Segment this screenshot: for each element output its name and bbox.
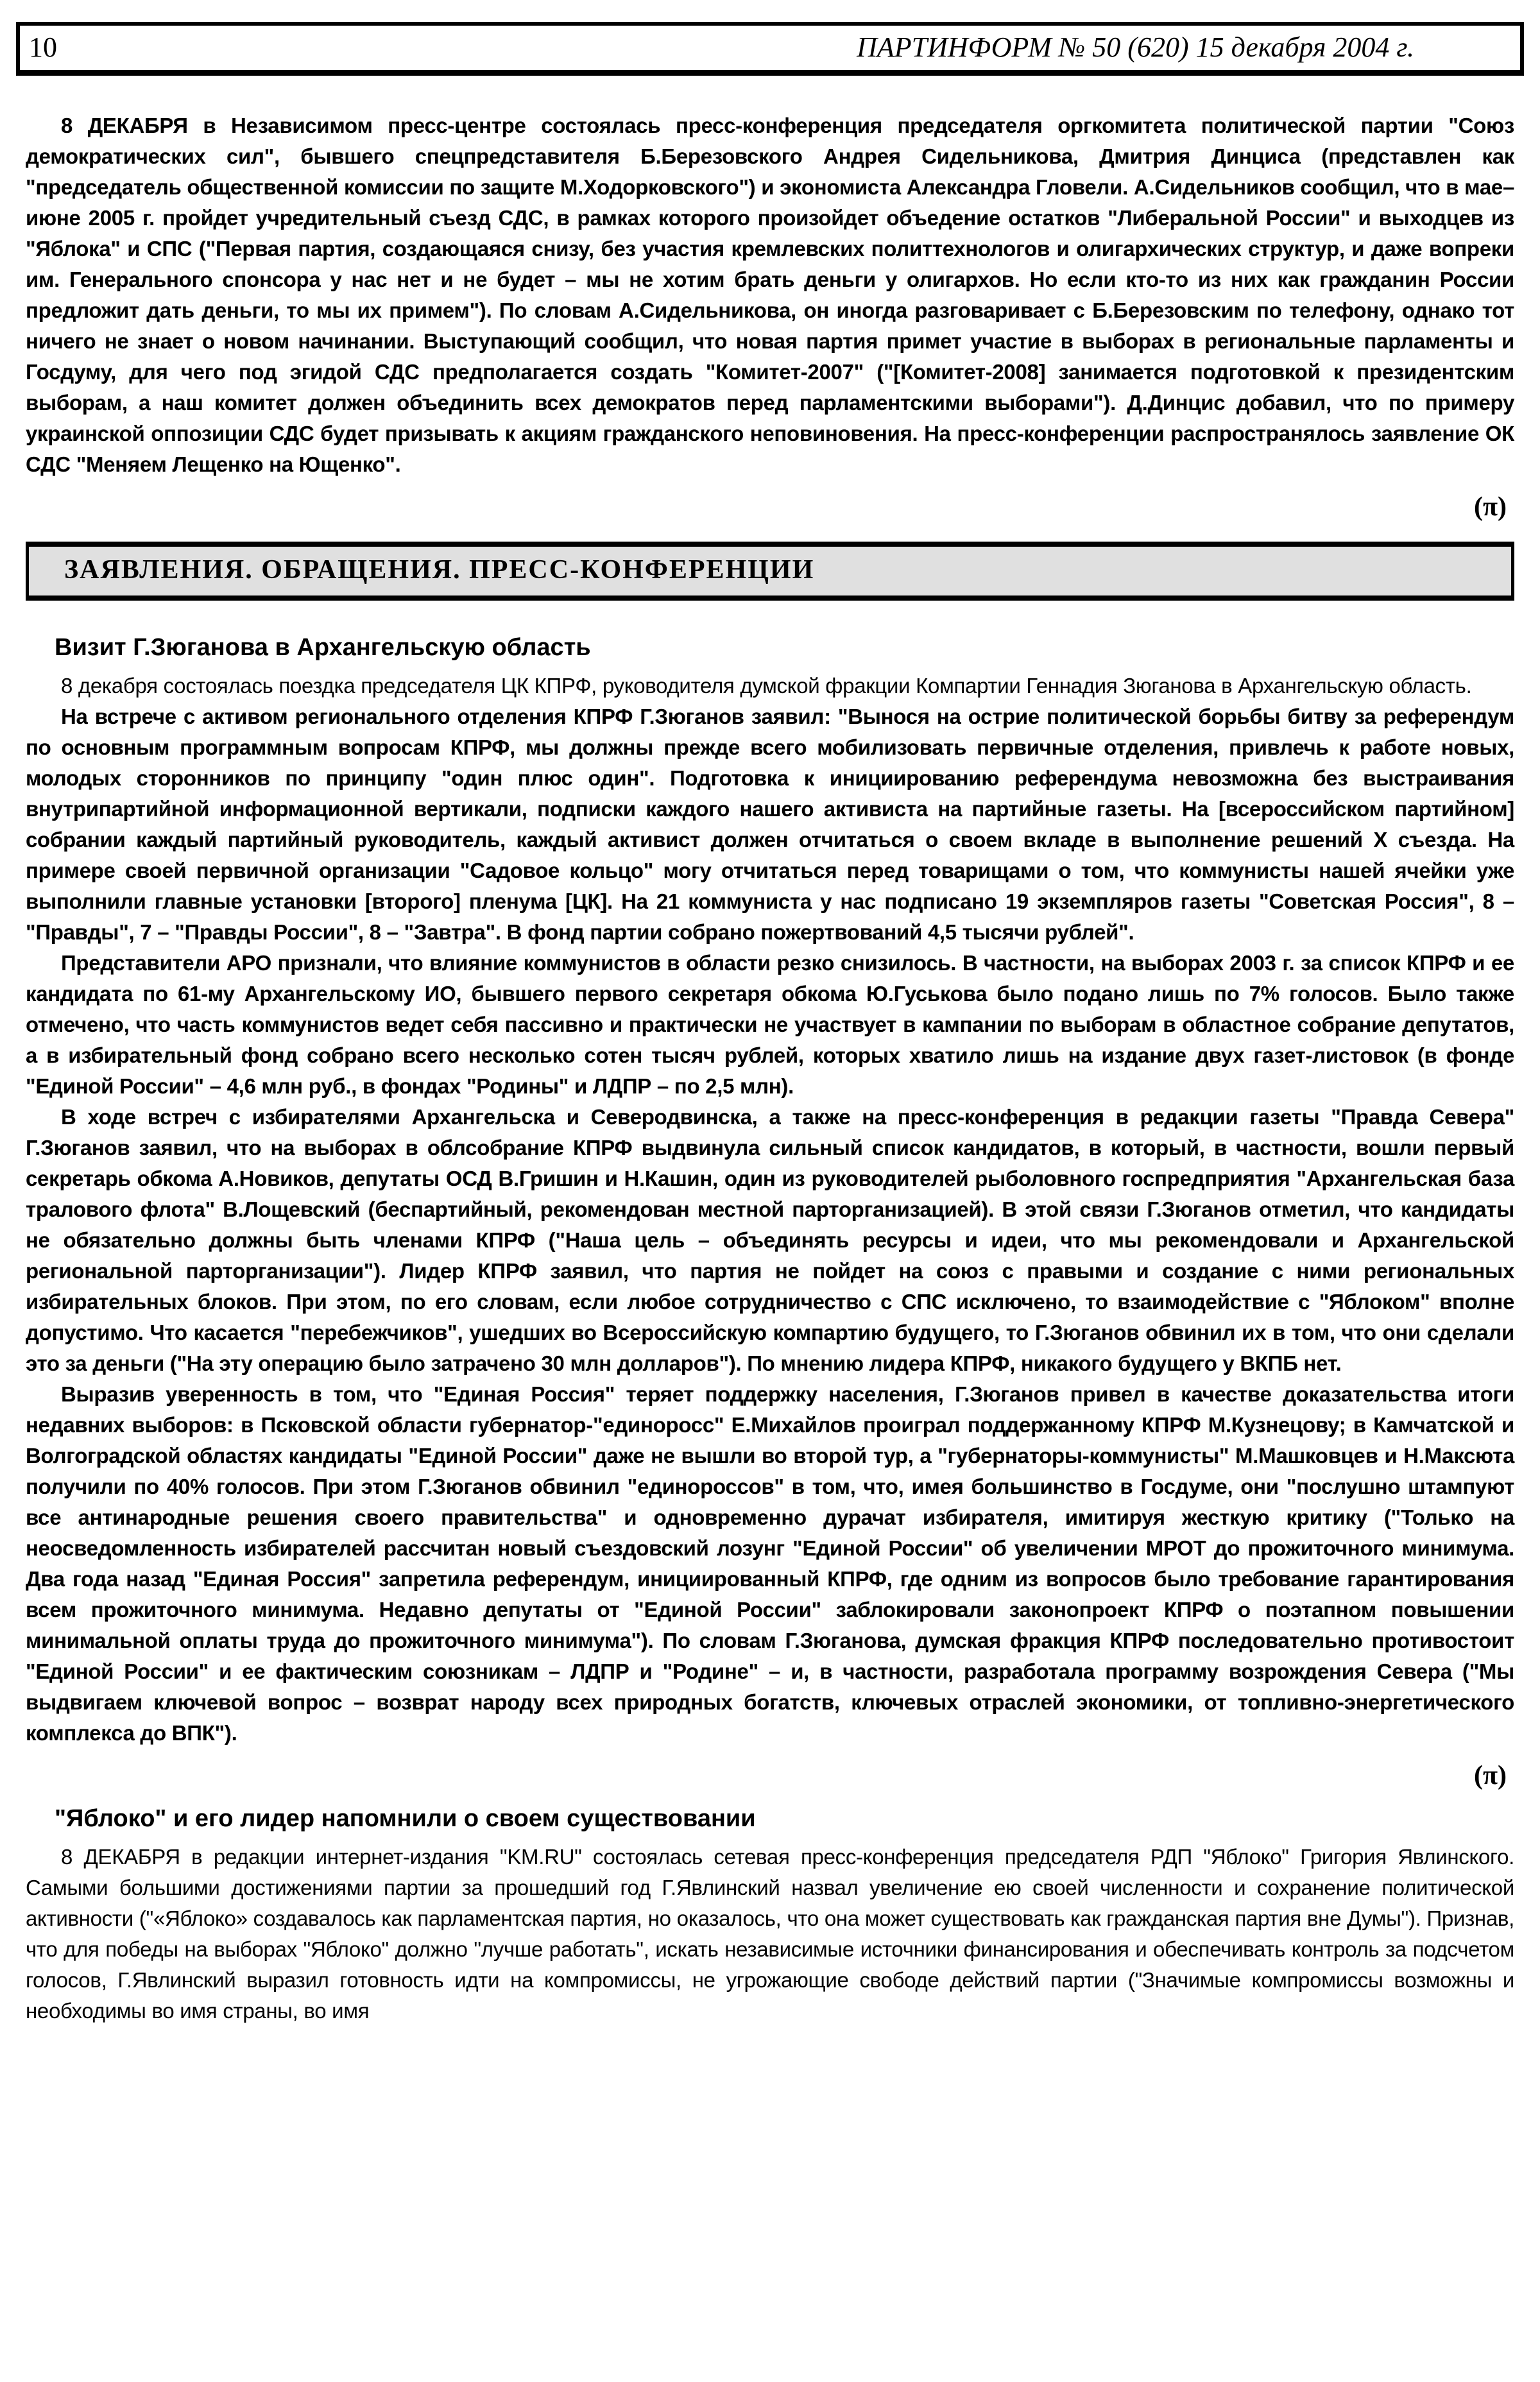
section-title: ЗАЯВЛЕНИЯ. ОБРАЩЕНИЯ. ПРЕСС-КОНФЕРЕНЦИИ	[64, 555, 815, 585]
lead-paragraph: 8 ДЕКАБРЯ в Независимом пресс-центре состоялась пресс-конференция председателя оргкомитета политической партии "Союз демократических сил", бывшего спецпредставителя Б.Березовского Андрея Сидельникова, Дмитрия Динциса (представлен как "председатель общественной комиссии по защите М.Ходорковского") и экономиста Александра Гловели. А.Сидельников сообщил, что в мае–июне 2005 г. пройдет учредительный съезд СДС, в рамках которого произойдет объедение остатков "Либеральной России" и выходцев из "Яблока" и СПС ("Первая партия, создающаяся снизу, без участия кремлевских политтехнологов и олигархических структур, и даже вопреки им. Генерального спонсора у нас нет и не будет – мы не хотим брать деньги у олигархов. Но если кто-то из них как гражданин России предложит дать деньги, то мы их примем"). По словам А.Сидельникова, он иногда разговаривает с Б.Березовским по телефону, однако тот ничего не знает о новом начинании. Выступающий сообщил, что новая партия примет участие в выборах в региональные парламенты и Госдуму, для чего под эгидой СДС предполагается создать "Комитет-2007" ("[Комитет-2008] занимается подготовкой к президентским выборам, а наш комитет должен объединить всех демократов перед парламентскими выборами"). Д.Динцис добавил, что по примеру украинской оппозиции СДС будет призывать к акциям гражданского неповиновения. На пресс-конференции распространялось заявление ОК СДС "Меняем Лещенко на Ющенко".	[26, 114, 1514, 476]
page-number: 10	[29, 31, 57, 63]
article-heading-zyuganov: Визит Г.Зюганова в Архангельскую область	[55, 634, 591, 661]
article-zyuganov-paragraph: В ходе встреч с избирателями Архангельска и Северодвинска, а также на пресс-конференция в редакции газеты "Правда Севера" Г.Зюганов заявил, что на выборах в облсобрание КПРФ выдвинула сильный список кандидатов, в который, в частности, вошли первый секретарь обкома А.Новиков, депутаты ОСД В.Гришин и Н.Кашин, один из руководителей рыболовного госпредприятия "Архангельская база тралового флота" В.Лощевский (беспартийный, рекомендован местной парторганизацией). В этой связи Г.Зюганов отметил, что кандидаты не обязательно должны быть членами КПРФ ("Наша цель – объединять ресурсы и идеи, что мы рекомендовали и Архангельской региональной парторганизации"). Лидер КПРФ заявил, что партия не пойдет на союз с правыми и создание с ними региональных избирательных блоков. При этом, по его словам, если любое сотрудничество с СПС исключено, то взаимодействие с "Яблоком" вполне допустимо. Что касается "перебежчиков", ушедших во Всероссийскую компартию будущего, то Г.Зюганов обвинил их в том, что они сделали это за деньги ("На эту операцию было затрачено 30 млн долларов"). По мнению лидера КПРФ, никакого будущего у ВКПБ нет.	[26, 1105, 1514, 1375]
article-zyuganov-paragraph: Представители АРО признали, что влияние коммунистов в области резко снизилось. В частности, на выборах 2003 г. за список КПРФ и ее кандидата по 61-му Архангельскому ИО, бывшего первого секретаря обкома Ю.Гуськова было подано лишь по 7% голосов. Было также отмечено, что часть коммунистов ведет себя пассивно и практически не участвует в кампании по выборам в областное собрание депутатов, а в избирательный фонд собрано всего несколько сотен тысяч рублей, которых хватило лишь на издание двух газет-листовок (в фонде "Единой России" – 4,6 млн руб., в фондах "Родины" и ЛДПР – по 2,5 млн).	[26, 951, 1514, 1098]
article-heading-yabloko: "Яблоко" и его лидер напомнили о своем существовании	[55, 1805, 756, 1832]
pi-sign-zyuganov: (π)	[1474, 1761, 1507, 1790]
article-zyuganov-paragraph: На встрече с активом регионального отделения КПРФ Г.Зюганов заявил: "Вынося на острие политической борьбы битву за референдум по основным программным вопросам КПРФ, мы должны прежде всего мобилизовать первичные отделения, привлечь к работе новых, молодых сторонников по принципу "один плюс один". Подготовка к инициированию референдума невозможна без выстраивания внутрипартийной информационной вертикали, подписки каждого нашего активиста на партийные газеты. На [всероссийском партийном] собрании каждый партийный руководитель, каждый активист должен отчитаться о своем вкладе в выполнение решений X съезда. На примере своей первичной организации "Садовое кольцо" могу отчитаться перед товарищами о том, что коммунисты нашей ячейки уже выполнили главные установки [второго] пленума [ЦК]. На 21 коммуниста у нас подписано 19 экземпляров газеты "Советская Россия", 8 – "Правды", 7 – "Правды России", 8 – "Завтра". В фонд партии собрано пожертвований 4,5 тысячи рублей".	[26, 705, 1514, 944]
article-zyuganov-paragraph: Выразив уверенность в том, что "Единая Россия" теряет поддержку населения, Г.Зюганов привел в качестве доказательства итоги недавних выборов: в Псковской области губернатор-"единоросс" Е.Михайлов проиграл поддержанному КПРФ М.Кузнецову; в Камчатской и Волгоградской областях кандидаты "Единой России" даже не вышли во второй тур, а "губернаторы-коммунисты" М.Машковцев и Н.Максюта получили по 40% голосов. При этом Г.Зюганов обвинил "единороссов" в том, что, имея большинство в Госдуме, они "послушно штампуют все антинародные решения своего правительства" и одновременно дурачат избирателя, имитируя жесткую критику ("Только на неосведомленность избирателей рассчитан новый съездовский лозунг "Единой России" об увеличении МРОТ до прожиточного минимума. Два года назад "Единая Россия" запретила референдум, инициированный КПРФ, где одним из вопросов было требование гарантирования всем прожиточного минимума. Недавно депутаты от "Единой России" заблокировали законопроект КПРФ о поэтапном повышении минимальной оплаты труда до прожиточного минимума"). По словам Г.Зюганова, думская фракция КПРФ последовательно противостоит "Единой России" и ее фактическим союзникам – ЛДПР и "Родине" – и, в частности, разработала программу возрождения Севера ("Мы выдвигаем ключевой вопрос – возврат народу всех природных богатств, ключевых отраслей экономики, от топливно-энергетического комплекса до ВПК").	[26, 1382, 1514, 1745]
article-zyuganov-intro: 8 декабря состоялась поездка председателя ЦК КПРФ, руководителя думской фракции Компартии Геннадия Зюганова в Архангельскую область.	[61, 674, 1472, 698]
running-header	[16, 22, 1524, 76]
pi-sign-lead: (π)	[1474, 492, 1507, 522]
article-yabloko-paragraph: 8 ДЕКАБРЯ в редакции интернет-издания "KM.RU" состоялась сетевая пресс-конференция председателя РДП "Яблоко" Григория Явлинского. Самыми большими достижениями партии за прошедший год Г.Явлинский назвал увеличение ею своей численности и сохранение политической активности ("«Яблоко» создавалось как парламентская партия, но оказалось, что она может существовать как гражданская партия вне Думы"). Признав, что для победы на выборах "Яблоко" должно "лучше работать", искать независимые источники финансирования и обеспечивать контроль за подсчетом голосов, Г.Явлинский выразил готовность идти на компромиссы, не угрожающие свободе действий партии ("Значимые компромиссы возможны и необходимы во имя страны, во имя	[26, 1845, 1514, 2023]
section-banner	[26, 542, 1514, 601]
page-content	[0, 110, 1540, 2026]
issue-title: ПАРТИНФОРМ № 50 (620) 15 декабря 2004 г.	[857, 31, 1414, 63]
